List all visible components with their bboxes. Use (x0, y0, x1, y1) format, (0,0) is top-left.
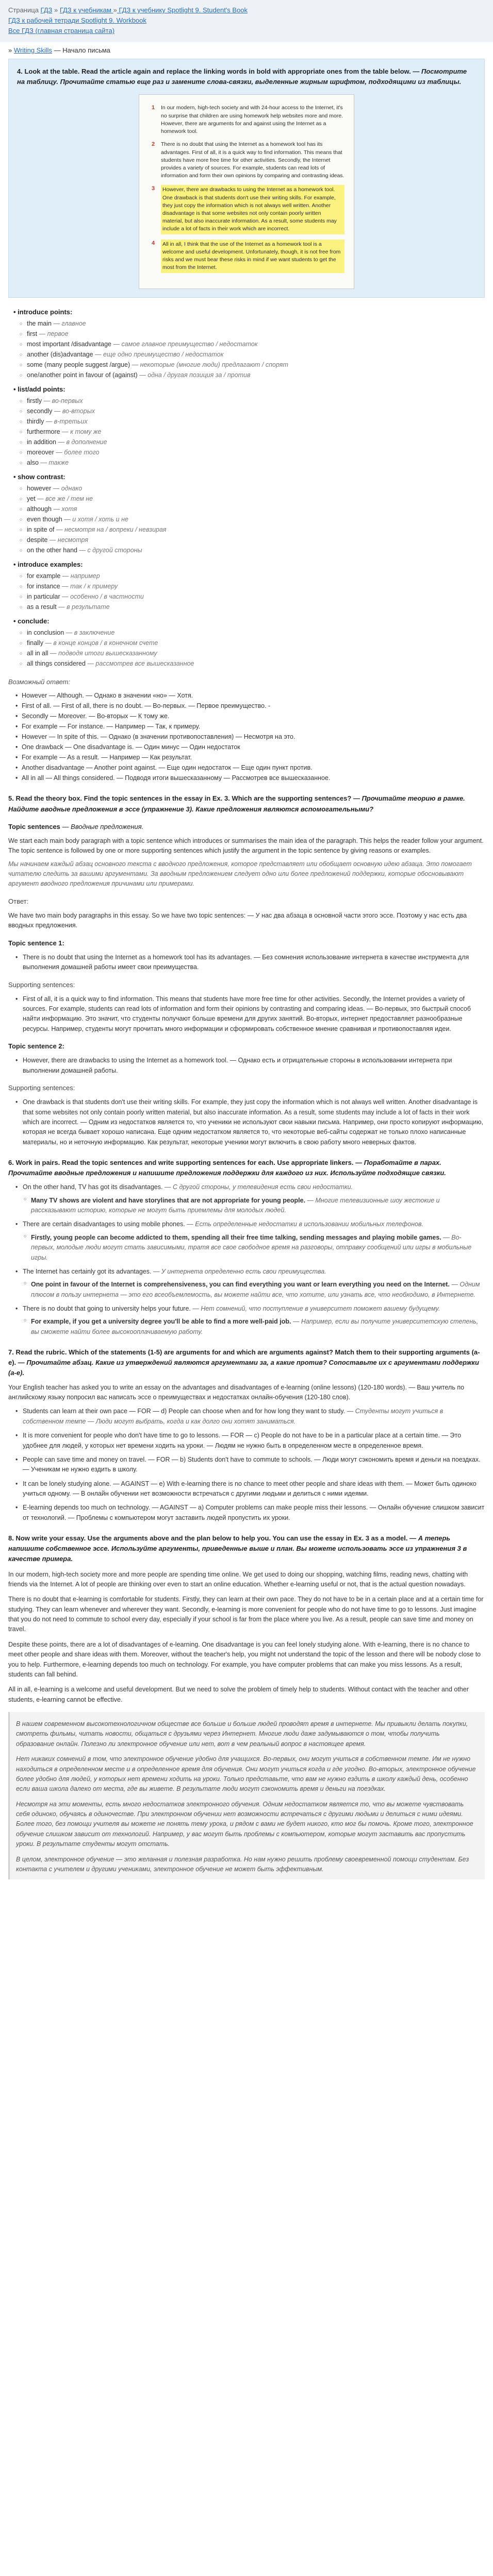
phrase-english: in conclusion (27, 629, 64, 637)
topic-sentence-item (15, 1267, 485, 1277)
task-7-russian: — Прочитайте абзац. Какие из утверждений являются аргументами за, а какие против? Сопоставьте их с аргументами поддержки (а-е). (8, 1359, 479, 1377)
task-4-english: Look at the table. Read the article again and replace the linking words in bold with appropriate ones from the table below. (24, 67, 411, 76)
supporting-answer-english: One point in favour of the Internet is comprehensiveness, you can find everything you want or learn everything you need on the Internet. (31, 1281, 450, 1289)
phrase-english: thirdly (27, 417, 44, 425)
category-items (21, 571, 485, 612)
linking-phrase (21, 349, 485, 360)
task-5-english: Read the theory box. Find the topic sentences in the essay in Ex. 3. Which are the supporting sentences? (15, 794, 352, 803)
supporting-answer-russian: — Во-первых, молодые люди могут стать зависимыми, тратя все свое свободное время на разговоры, отправку сообщений или игры в мобильные игры. (31, 1233, 472, 1261)
linking-phrase (21, 396, 485, 406)
supporting-answer (24, 1233, 485, 1263)
phrase-russian: — в-третьих (45, 417, 88, 425)
phrase-russian: — самое главное преимущество / недостаток (113, 340, 258, 348)
linking-phrase (21, 457, 485, 468)
phrase-russian: — рассмотрев все вышесказанное (87, 660, 194, 668)
answer-intro: We have two main body paragraphs in this essay. So we have two topic sentences: — У нас два абзаца в основной части этого эссе. Поэтому у нас есть два вводных предложения. (8, 911, 467, 929)
category-items (21, 628, 485, 669)
phrase-english: for instance (27, 583, 60, 590)
topic-sentence-2-label: Topic sentence 2: (8, 1042, 64, 1050)
category-title: list/add points: (18, 385, 65, 393)
phrase-english: despite (27, 536, 48, 544)
section-link (0, 42, 493, 59)
task-6-english: Work in pairs. Read the topic sentences and write supporting sentences for each. Use appropriate linkers. (15, 1159, 354, 1167)
phrase-russian: — например (62, 572, 100, 580)
linking-phrase (21, 437, 485, 447)
topic-theory-text-ru: Мы начинаем каждый абзац основного текста с вводного предложения, которое представляет или обобщает основную идею абзаца. Это помогает читателю следить за вашими аргументами. За вводным предложением следует одно или более предложений поддержки, которые обосновывают аргумент вводного предложения причинами или примерами. (8, 860, 472, 888)
argument-text: People can save time and money on travel. — FOR — b) Students don't have to commute to schools. — Люди могут сэкономить время и деньги на поездках. — Ученикам не нужно ездить в школу. (23, 1455, 481, 1473)
category-header: • introduce points: (13, 308, 73, 316)
argument-item (15, 1479, 485, 1499)
phrase-russian: — первое (39, 330, 69, 337)
linking-phrase (21, 318, 485, 329)
section-prefix: » (8, 46, 14, 54)
topic-sentence-item (15, 1304, 485, 1314)
argument-text: Students can learn at their own pace — FOR — d) People can choose when and for how long they want to study. (23, 1408, 346, 1415)
linking-phrase (21, 535, 485, 545)
phrase-russian: — особенно / в частности (62, 593, 144, 601)
phrase-russian: — так / к примеру (62, 583, 118, 590)
topic-sentence-english: The Internet has certainly got its advantages. (23, 1267, 152, 1275)
task-6-number: 6. (8, 1159, 14, 1167)
linking-phrase (21, 416, 485, 427)
book-paragraph (152, 104, 344, 135)
linking-phrase (21, 447, 485, 457)
linking-category (8, 307, 485, 380)
supporting-answer (24, 1196, 485, 1216)
category-header: • list/add points: (13, 385, 65, 393)
linking-phrase (21, 545, 485, 555)
phrase-russian: — с другой стороны (79, 547, 142, 554)
phrase-russian: — в заключение (65, 629, 115, 637)
linking-phrase (21, 524, 485, 535)
linking-phrase (21, 360, 485, 370)
linking-phrase (21, 494, 485, 504)
phrase-russian: — несмотря (49, 536, 88, 544)
topic-sentence-english: On the other hand, TV has got its disadvantages. (23, 1183, 163, 1191)
topic-sentence-item (15, 1182, 485, 1192)
task-8-number: 8. (8, 1534, 14, 1543)
paragraph-number: 4 (152, 240, 155, 246)
linking-phrase (21, 638, 485, 648)
linking-category (8, 472, 485, 555)
phrase-english: secondly (27, 407, 53, 415)
topic-sentence-item (15, 1219, 485, 1229)
supporting-answer-russian: — Многие телевизионные шоу жестокие и рассказывают историю, которые не могут быть приемлемы для молодых людей. (31, 1196, 440, 1214)
essay-paragraph: In our modern, high-tech society more and more people are spending time online. We get used to doing our shopping, watching films, reading news, chatting with friends via the Internet. A lot of people are thinking over even to start an online education. Whether e-learning useful or not, that is the actual question nowadays. (8, 1570, 468, 1588)
phrase-russian: — несмотря на / вопреки / невзирая (56, 526, 167, 533)
paragraph-text: In our modern, high-tech society and with 24-hour access to the Internet, it's no surprise that children are using homework help websites more and more. However, there are arguments for and against using the Internet as a homework tool. (161, 105, 343, 135)
category-title: conclude: (18, 617, 50, 625)
phrase-russian: — во-вторых (54, 407, 95, 415)
linking-phrase (21, 591, 485, 602)
task-6-items (8, 1182, 485, 1337)
argument-text: It is more convenient for people who don't have time to go to lessons. — FOR — c) People do not have to be in a particular place at a certain time. — Это удобнее для людей, у которых нет времени ходить на уроки. — Людям не нужно быть в определенном месте в определенное время. (23, 1432, 462, 1449)
phrase-english: one/another point in favour of (against) (27, 371, 138, 379)
paragraph-number: 2 (152, 141, 155, 148)
phrase-english: another (dis)advantage (27, 350, 93, 358)
paragraph-number: 1 (152, 105, 155, 111)
linking-phrase (21, 406, 485, 416)
supporting-sentences-1-label: Supporting sentences: (8, 980, 75, 989)
phrase-english: first (27, 330, 38, 337)
book-paragraph (152, 185, 344, 234)
breadcrumb-text: » (52, 6, 60, 14)
category-title: introduce examples: (18, 561, 83, 568)
essay-paragraph-ru: В целом, электронное обучение — это желанная и полезная разработка. Но нам нужно решить проблему своевременной помощи студентам. Без контакта с учителем и другими учениками, электронное обучение не может быть эффективным. (16, 1855, 469, 1873)
paragraph-number: 3 (152, 185, 155, 192)
category-header: • show contrast: (13, 472, 65, 481)
category-header: • conclude: (13, 617, 50, 625)
task-4-heading (17, 66, 476, 87)
supporting-sentences-2: • One drawback is that students don't use their writing skills. For example, they just copy the information which is not always well written. Another disadvantage is that some websites not only contain poorly written material, but also inaccurate information. As a result, some students may include a lot of facts in their work which are incorrect. — Одним из недостатков является то, что ученики не используют свои навыки письма. Например, они просто копируют информацию, которая не всегда бывает хорошо написана. Еще одним недостатком является то, что некоторые веб-сайты содержат не только плохо написанные материалы, но и неточную информацию. Как результат, некоторые ученики могут включить в свою работу много неверных фактов. (15, 1097, 485, 1147)
argument-text: It can be lonely studying alone. — AGAINST — e) With e-learning there is no chance to meet other people and share ideas with them. — Может быть одиноко учиться одному. — В онлайн обучении нет возможности встречаться с другими людьми и делиться с ними идеями. (23, 1480, 476, 1497)
paragraph-text: All in all, I think that the use of the Internet as a homework tool is a welcome and useful development. Unfortunately, though, it is not free from risks and we must bear these risks in mind if we want students to get the most from the Internet. (161, 240, 344, 273)
phrase-english: moreover (27, 448, 54, 456)
supporting-answer (24, 1317, 485, 1337)
essay-paragraph: Despite these points, there are a lot of disadvantages of e-learning. One disadvantage is you can feel lonely studying alone. With e-learning, there is no chance to meet other people and share ideas with them. Moreover, without the teacher's help, you might not understand the topic of the lesson and there will be nobody close to you to help. Furthermore, e-learning depends too much on technology. For example, you have computer problems that can make you miss lessons. As a result, students can fall behind. (8, 1640, 481, 1678)
phrase-english: as a result (27, 603, 57, 611)
essay-paragraph: There is no doubt that e-learning is comfortable for students. Firstly, they can learn at their own pace. They do not have to be in a certain place and at a certain time for studying. They can learn whenever and wherever they want. Secondly, e-learning is more convenient for people who do not have time to go to lessons. Just imagine that you do not need to commute to school every day, especially if your school is far from the place where you live. As a result, people can save time and money on travel. (8, 1596, 484, 1633)
phrase-russian: — хотя (53, 505, 77, 513)
phrase-english: however (27, 485, 52, 492)
book-page (139, 94, 354, 289)
replacement-item: • One drawback — One disadvantage is. — Один минус — Один недостаток (15, 742, 485, 752)
linking-category (8, 560, 485, 612)
task-6-heading (8, 1158, 485, 1178)
supporting-answer (24, 1280, 485, 1300)
topic-sentence-russian: — С другой стороны, у телевидения есть свои недостатки. (164, 1183, 353, 1191)
phrase-english: the main (27, 319, 52, 327)
linking-phrase (21, 648, 485, 658)
task-4-russian: — Посмотрите на таблицу. Прочитайте статью еще раз и замените слова-связки, выделенные жирным шрифтом, подходящими из таблицы. (17, 67, 467, 86)
topic-sentence-1-label: Topic sentence 1: (8, 939, 64, 947)
task-7-english: Read the rubric. Which of the statements (1-5) are arguments for and which are arguments against? Match them to their supporting arguments (a-e). (8, 1348, 480, 1367)
linking-phrase (21, 427, 485, 437)
category-items (21, 396, 485, 468)
phrase-russian: — и хотя / хоть и не (64, 516, 128, 523)
linking-phrase (21, 483, 485, 494)
linking-words-list (8, 307, 485, 669)
essay-paragraph-ru: Несмотря на эти моменты, есть много недостатков электронного обучения. Одним недостатком является то, что вы можете чувствовать себя одиноко, обучаясь в одиночестве. При электронном обучении нет возможности встречаться с другими людьми и делиться с ними идеями. Более того, без помощи учителя вы можете не понять тему урока, и рядом с вами не будет никого, кто мог бы помочь. Кроме того, электронное обучение слишком зависит от технологий. Например, у вас могут быть проблемы с компьютером, которые могут заставить вас пропустить уроки. В результате студенты могут отстать. (16, 1800, 473, 1848)
book-excerpt (17, 94, 476, 289)
task-6-russian: — Поработайте в парах. Прочитайте вводные предложения и напишите предложения поддержки для каждого из них. Используйте подходящие связки. (8, 1159, 446, 1177)
topic-sentence-english: There is no doubt that going to university helps your future. (23, 1305, 191, 1313)
argument-russian: — Студенты могут учиться в собственном темпе — Люди могут выбрать, когда и как долго они хотят заниматься. (23, 1408, 443, 1425)
supporting-answer-english: Firstly, young people can become addicted to them, spending all their free time talking, sending messages and playing mobile games. (31, 1233, 441, 1241)
linking-phrase (21, 339, 485, 349)
phrase-english: even though (27, 516, 62, 523)
phrase-russian: — к тому же (62, 428, 102, 435)
linking-phrase (21, 370, 485, 380)
phrase-english: firstly (27, 397, 42, 404)
task-8-russian: — А теперь напишите собственное эссе. Используйте аргументы, приведенные выше и план. Вы можете использовать эссе из упражнения 3 в качестве примера. (8, 1534, 467, 1563)
supporting-answer-russian: — Одним плюсом в пользу интернета — это его всеобъемлемость, вы можете найти все, что хотите, или узнать все, что необходимо, в Интернете. (31, 1281, 480, 1298)
breadcrumb-row-2 (8, 15, 485, 26)
breadcrumb-link[interactable]: ГДЗ к учебникам (59, 6, 113, 14)
paragraph-text: However, there are drawbacks to using the Internet as a homework tool. One drawback is that students don't use their writing skills. For example, they just copy the information which is not always well written. Another disadvantage is that some websites not only contain poorly written material, but also inaccurate information. As a result, some students may include a lot of facts in their work which are incorrect. (161, 185, 344, 234)
task-7-rubric: Your English teacher has asked you to write an essay on the advantages and disadvantages of e-learning (online lessons) (120-180 words). — Ваш учитель по английскому языку попросил вас написать эссе о преимуществах и недостатках онлайн-обучения (120-180 слов). (8, 1383, 465, 1401)
answer-label: Ответ: (8, 897, 29, 905)
linking-phrase (21, 571, 485, 581)
paragraph-text: There is no doubt that using the Internet as a homework tool has its advantages. First of all, it is a quick way to find information. This means that students have more free time for other activities. Secondly, the Internet provides a variety of sources. For example, students can read lots of information and form their own opinions by comparing and contrasting ideas. (161, 141, 344, 179)
breadcrumb (0, 0, 493, 42)
essay-english (8, 1570, 485, 1705)
linking-phrase (21, 658, 485, 669)
phrase-russian: — в дополнение (58, 438, 107, 446)
phrase-russian: — также (40, 459, 69, 466)
task-4-box (8, 59, 485, 297)
supporting-sentences-2-label: Supporting sentences: (8, 1084, 75, 1092)
phrase-english: all in all (27, 650, 48, 657)
phrase-english: also (27, 459, 39, 466)
linking-category (8, 384, 485, 468)
category-title: introduce points: (18, 308, 73, 316)
phrase-russian: — однако (53, 485, 83, 492)
section-suffix: — Начало письма (52, 46, 110, 54)
category-items (21, 318, 485, 380)
category-items (21, 483, 485, 555)
task-5-russian: — Прочитайте теорию в рамке. Найдите вводные предложения в эссе (упражнение 3). Какие предложения являются вспомогательными? (8, 794, 465, 813)
linking-phrase (21, 602, 485, 612)
replacement-item: • For example — For instance. — Например — Так, к примеру. (15, 721, 485, 732)
phrase-english: furthermore (27, 428, 60, 435)
task-7-number: 7. (8, 1348, 14, 1357)
breadcrumb-row-3 (8, 26, 485, 36)
replacement-item: • First of all. — First of all, there is no doubt. — Во-первых. — Первое преимущество. - (15, 701, 485, 711)
phrase-english: in addition (27, 438, 56, 446)
phrase-english: yet (27, 495, 36, 502)
phrase-russian: — главное (53, 319, 86, 327)
topic-sentence-russian: — Нет сомнений, что поступление в университет поможет вашему будущему. (192, 1305, 440, 1313)
task-7-items (8, 1406, 485, 1523)
topic-sentence-1: • There is no doubt that using the Internet as a homework tool has its advantages. — Без сомнения использование интернета в качестве инструмента для выполнения домашней работы имеет свои преимущества. (15, 953, 485, 973)
essay-paragraph-ru: В нашем современном высокотехнологичном обществе все больше и больше людей проводят время в интернете. Мы привыкли делать покупки, смотреть фильмы, читать новости, общаться с друзьями через Интернет. Многие люди даже задумываются о том, чтобы получить образование онлайн. Полезно ли электронное обучение или нет, вот в чем реальный вопрос в настоящее время. (16, 1720, 468, 1748)
topic-sentence-english: There are certain disadvantages to using mobile phones. (23, 1221, 185, 1228)
breadcrumb-link[interactable]: ГДЗ к учебнику Spotlight 9. Student's Book (117, 6, 248, 14)
phrase-russian: — в результате (58, 603, 110, 611)
task-8-heading (8, 1533, 485, 1564)
linking-phrase (21, 504, 485, 514)
home-link[interactable]: Все ГДЗ (главная страница сайта) (8, 27, 115, 35)
writing-skills-link[interactable]: Writing Skills (13, 46, 53, 54)
task-5-heading (8, 793, 485, 814)
phrase-russian: — более того (56, 448, 100, 456)
essay-paragraph: All in all, e-learning is a welcome and useful development. But we need to solve the problem of timely help to students. Without contact with the teacher and other students, e-learning cannot be effective. (8, 1686, 469, 1703)
category-title: show contrast: (18, 472, 65, 481)
task-8-english: Now write your essay. Use the arguments above and the plan below to help you. You can use the essay in Ex. 3 as a model. (15, 1534, 408, 1543)
breadcrumb-text: Страница (8, 6, 41, 14)
linking-phrase (21, 628, 485, 638)
replacement-item: • For example — As a result. — Например — Как результат. (15, 752, 485, 762)
supporting-sentences-1: • First of all, it is a quick way to find information. This means that students have more free time for other activities. Secondly, the Internet provides a variety of sources. For example, students can read lots of information and form their opinions by contrasting and comparing ideas. — Во-первых, это быстрый способ найти информацию. Это значит, что студенты получают больше времени для других занятий. Во-вторых, интернет предоставляет разнообразные ресурсы. Например, студенты могут прочитать много информации и сформировать собственное мнение сравнивая и противопоставляя идеи. (15, 994, 485, 1035)
book-paragraph (152, 141, 344, 180)
argument-item (15, 1431, 485, 1451)
argument-item (15, 1455, 485, 1475)
phrase-english: some (many people suggest /argue) (27, 361, 130, 368)
essay-paragraph-ru: Нет никаких сомнений в том, что электронное обучение удобно для учащихся. Во-первых, они могут учиться в собственном темпе. Им не нужно находиться в определенном месте и в определенное время для обучения. Они могут учиться когда и где угодно. Во-вторых, электронное обучение более удобно для людей, у которых нет времени ходить на уроки. Только представьте, что вам не нужно ездить в школу каждый день, особенно если ваша школа далеко от места, где вы живете. В результате люди могут сэкономить время и деньги на поездках. (16, 1755, 476, 1793)
argument-text: E-learning depends too much on technology. — AGAINST — a) Computer problems can make people miss their lessons. — Онлайн обучение слишком зависит от технологий. — Проблемы с компьютером могут заставить людей пропустить их уроки. (23, 1504, 485, 1521)
breadcrumb-row-1 (8, 5, 485, 15)
breadcrumb-text: » (113, 6, 117, 14)
topic-theory-text: We start each main body paragraph with a topic sentence which introduces or summarises the main idea of the paragraph. This helps the reader follow your argument. The topic sentence is followed by one or more supporting sentences which justify the argument in the topic sentence by giving reasons or examples. (8, 837, 484, 855)
phrase-english: finally (27, 639, 43, 647)
phrase-russian: — еще одно преимущество / недостаток (95, 350, 224, 358)
phrase-russian: — во-первых (43, 397, 83, 404)
essay-russian (8, 1712, 485, 1879)
argument-item (15, 1503, 485, 1523)
phrase-russian: — подводя итоги вышесказанному (50, 650, 157, 657)
task-4-number: 4. (17, 67, 23, 76)
phrase-russian: — некоторые (многие люди) предлагают / спорят (132, 361, 288, 368)
category-header: • introduce examples: (13, 561, 83, 568)
phrase-english: in particular (27, 593, 60, 601)
linking-phrase (21, 514, 485, 524)
phrase-russian: — в конце концов / в конечном счете (45, 639, 158, 647)
supporting-answer-english: For example, if you get a university degree you'll be able to find a more well-paid job. (31, 1318, 291, 1326)
linking-phrase (21, 329, 485, 339)
replacement-item: • Another disadvantage — Another point against. — Еще один недостаток — Еще один пункт против. (15, 762, 485, 773)
phrase-english: most important /disadvantage (27, 340, 111, 348)
linking-phrase (21, 581, 485, 591)
replacement-list (15, 690, 485, 783)
topic-sentences-title: Topic sentences — Вводные предложения. (8, 822, 144, 831)
topic-sentence-2: • However, there are drawbacks to using the Internet as a homework tool. — Однако есть и отрицательные стороны в использовании интернета при выполнении домашней работы. (15, 1056, 485, 1076)
main-content (0, 298, 493, 1880)
linking-category (8, 616, 485, 669)
argument-item (15, 1406, 485, 1427)
book-paragraph (152, 240, 344, 273)
topic-sentence-russian: — У интернета определенно есть свои преимущества. (153, 1267, 326, 1275)
phrase-english: in spite of (27, 526, 55, 533)
phrase-english: although (27, 505, 52, 513)
topic-sentence-russian: — Есть определенные недостатки в использовании мобильных телефонов. (187, 1221, 424, 1228)
replacement-item: • Secondly — Moreover. — Во-вторых — К тому же. (15, 711, 485, 721)
possible-answer-label: Возможный ответ: (8, 678, 71, 686)
task-7-heading (8, 1347, 485, 1378)
phrase-russian: — одна / другая позиция за / против (139, 371, 251, 379)
task-5-number: 5. (8, 794, 14, 803)
replacement-item: • All in all — All things considered. — Подводя итоги вышесказанному — Рассмотрев все вышесказанное. (15, 773, 485, 783)
breadcrumb-link[interactable]: ГДЗ (40, 6, 53, 14)
workbook-link[interactable]: ГДЗ к рабочей тетради Spotlight 9. Workbook (8, 16, 146, 24)
replacement-item: • However — In spite of this. — Однако (в значении противопоставления) — Несмотря на это. (15, 732, 485, 742)
phrase-english: all things considered (27, 660, 86, 668)
supporting-answer-english: Many TV shows are violent and have storylines that are not appropriate for young people. (31, 1196, 306, 1204)
phrase-english: on the other hand (27, 547, 77, 554)
supporting-answer-russian: — Например, если вы получите университетскую степень, вы сможете найти более высокооплачиваемую работу. (31, 1318, 479, 1335)
phrase-russian: — все же / тем не (37, 495, 93, 502)
replacement-item: • However — Although. — Однако в значении «но» — Хотя. (15, 690, 485, 701)
phrase-english: for example (27, 572, 61, 580)
